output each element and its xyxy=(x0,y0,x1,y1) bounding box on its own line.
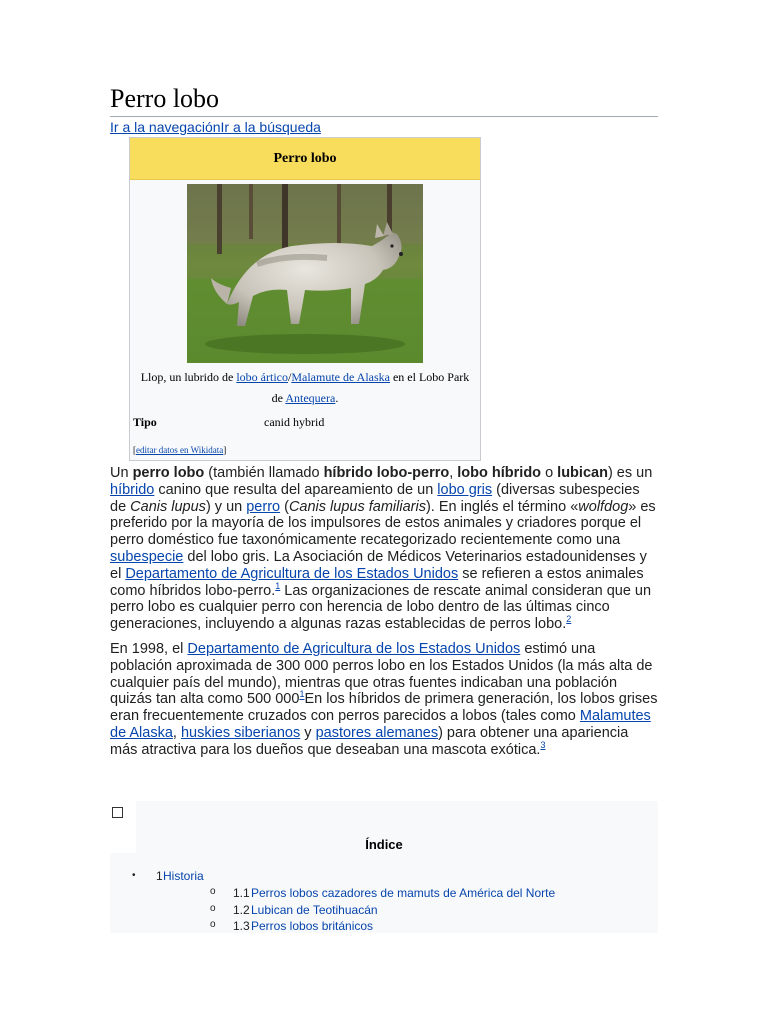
alaskan-malamute-link[interactable]: Malamute de Alaska xyxy=(291,370,390,384)
bold-term: híbrido lobo-perro xyxy=(323,465,450,481)
title-divider xyxy=(110,116,658,117)
jump-to-navigation-link[interactable]: Ir a la navegación xyxy=(110,119,221,135)
article-body xyxy=(110,465,658,767)
jump-to-search-link[interactable]: Ir a la búsqueda xyxy=(220,119,321,135)
toc-link[interactable]: Historia xyxy=(163,869,204,883)
toc-number: 1.1 xyxy=(233,886,250,900)
lobo-gris-link[interactable]: lobo gris xyxy=(437,481,493,498)
infobox-header: Perro lobo xyxy=(130,138,480,180)
wolfdog-photo-illustration xyxy=(187,184,423,363)
toc-link[interactable]: Perros lobos cazadores de mamuts de América del Norte xyxy=(251,886,556,900)
subespecie-link[interactable]: subespecie xyxy=(110,548,184,565)
table-of-contents xyxy=(110,801,658,933)
bracket: [ xyxy=(133,445,136,455)
infobox-type-label: Tipo xyxy=(133,415,157,429)
usda-link[interactable]: Departamento de Agricultura de los Estados Unidos xyxy=(125,565,459,582)
toc-title: Índice xyxy=(365,837,403,852)
page-title: Perro lobo xyxy=(110,84,220,113)
toc-link[interactable]: Lubican de Teotihuacán xyxy=(251,903,378,917)
toc-number: 1.2 xyxy=(233,903,250,917)
perro-link[interactable]: perro xyxy=(246,498,281,515)
bold-term: lobo híbrido xyxy=(457,465,542,481)
reference-1-link[interactable]: 1 xyxy=(275,580,281,591)
infobox xyxy=(129,137,481,461)
toc-number: 1.3 xyxy=(233,919,250,933)
caption-text: en el Lobo Park de xyxy=(271,370,470,405)
jump-links xyxy=(110,119,321,135)
caption-slash: / xyxy=(288,370,292,384)
reference-2-link[interactable]: 2 xyxy=(566,614,572,625)
paragraph-population: En 1998, el Departamento de Agricultura de los Estados Unidos estimó una población aproximada de 300 000 perros lobo en los Estados Unidos (la más alta de cualquier país del mundo), mientras que otras fuentes indicaban una población quizás tan alta como 500 000$^1$En los híbridos de primera generación, los lobos grises eran frecuentemente cruzados con perros parecidos a lobos (tales como Malamutes de Alaska, huskies siberianos y pastores alemanes) para obtener una apariencia más atractiva para los dueños que deseaban una mascota exótica.$^3$ xyxy=(110,640,658,758)
infobox-caption xyxy=(134,367,476,409)
edit-wikidata-link[interactable]: editar datos en Wikidata xyxy=(136,445,224,455)
arctic-wolf-link[interactable]: lobo ártico xyxy=(236,370,288,384)
german-shepherds-link[interactable]: pastores alemanes xyxy=(315,724,439,741)
toc-link[interactable]: Perros lobos británicos xyxy=(251,919,374,933)
infobox-type-value: canid hybrid xyxy=(264,415,325,429)
circle-bullet-icon: o xyxy=(210,919,216,930)
circle-bullet-icon: o xyxy=(210,903,216,914)
caption-text: Llop, un lubrido de xyxy=(140,370,237,384)
bullet-icon: • xyxy=(132,870,136,881)
bold-term: lubican xyxy=(557,465,608,481)
bold-term: perro lobo xyxy=(132,465,205,481)
bracket: ] xyxy=(223,445,227,455)
infobox-edit-wikidata xyxy=(133,445,226,455)
paragraph-intro: Un perro lobo (también llamado híbrido lobo-perro, lobo híbrido o lubican) es un híbrido canino que resulta del apareamiento de un lobo gris (diversas subespecies de Canis lupus) y un perro (Canis lupus familiaris). En inglés el término «wolfdog» es preferido por la mayoría de los impulsores de estos animales y criadores porque el perro doméstico fue taxonómicamente recategorizado recientemente como una subespecie del lobo gris. La Asociación de Médicos Veterinarios estadounidenses y el Departamento de Agricultura de los Estados Unidos se refieren a estos animales como híbridos lobo-perro.$^1$ Las organizaciones de rescate animal consideran que un perro lobo es cualquier perro con herencia de lobo dentro de las últimas cinco generaciones, incluyendo a algunas razas establecidas de perros lobo.$^2$ xyxy=(110,465,656,633)
toc-number: 1 xyxy=(156,869,163,883)
alaskan-malamutes-link[interactable]: Malamutes de Alaska xyxy=(110,708,651,741)
usda-link[interactable]: Departamento de Agricultura de los Estados Unidos xyxy=(187,640,521,657)
antequera-link[interactable]: Antequera xyxy=(285,391,336,405)
toc-toggle-checkbox[interactable] xyxy=(112,807,123,818)
caption-period: . xyxy=(335,391,339,405)
wolfdog-photo[interactable] xyxy=(187,184,423,363)
reference-3-link[interactable]: 3 xyxy=(540,739,546,750)
hibrido-link[interactable]: híbrido xyxy=(110,481,155,498)
circle-bullet-icon: o xyxy=(210,886,216,897)
reference-1-link[interactable]: 1 xyxy=(299,689,305,700)
siberian-huskies-link[interactable]: huskies siberianos xyxy=(180,724,301,741)
